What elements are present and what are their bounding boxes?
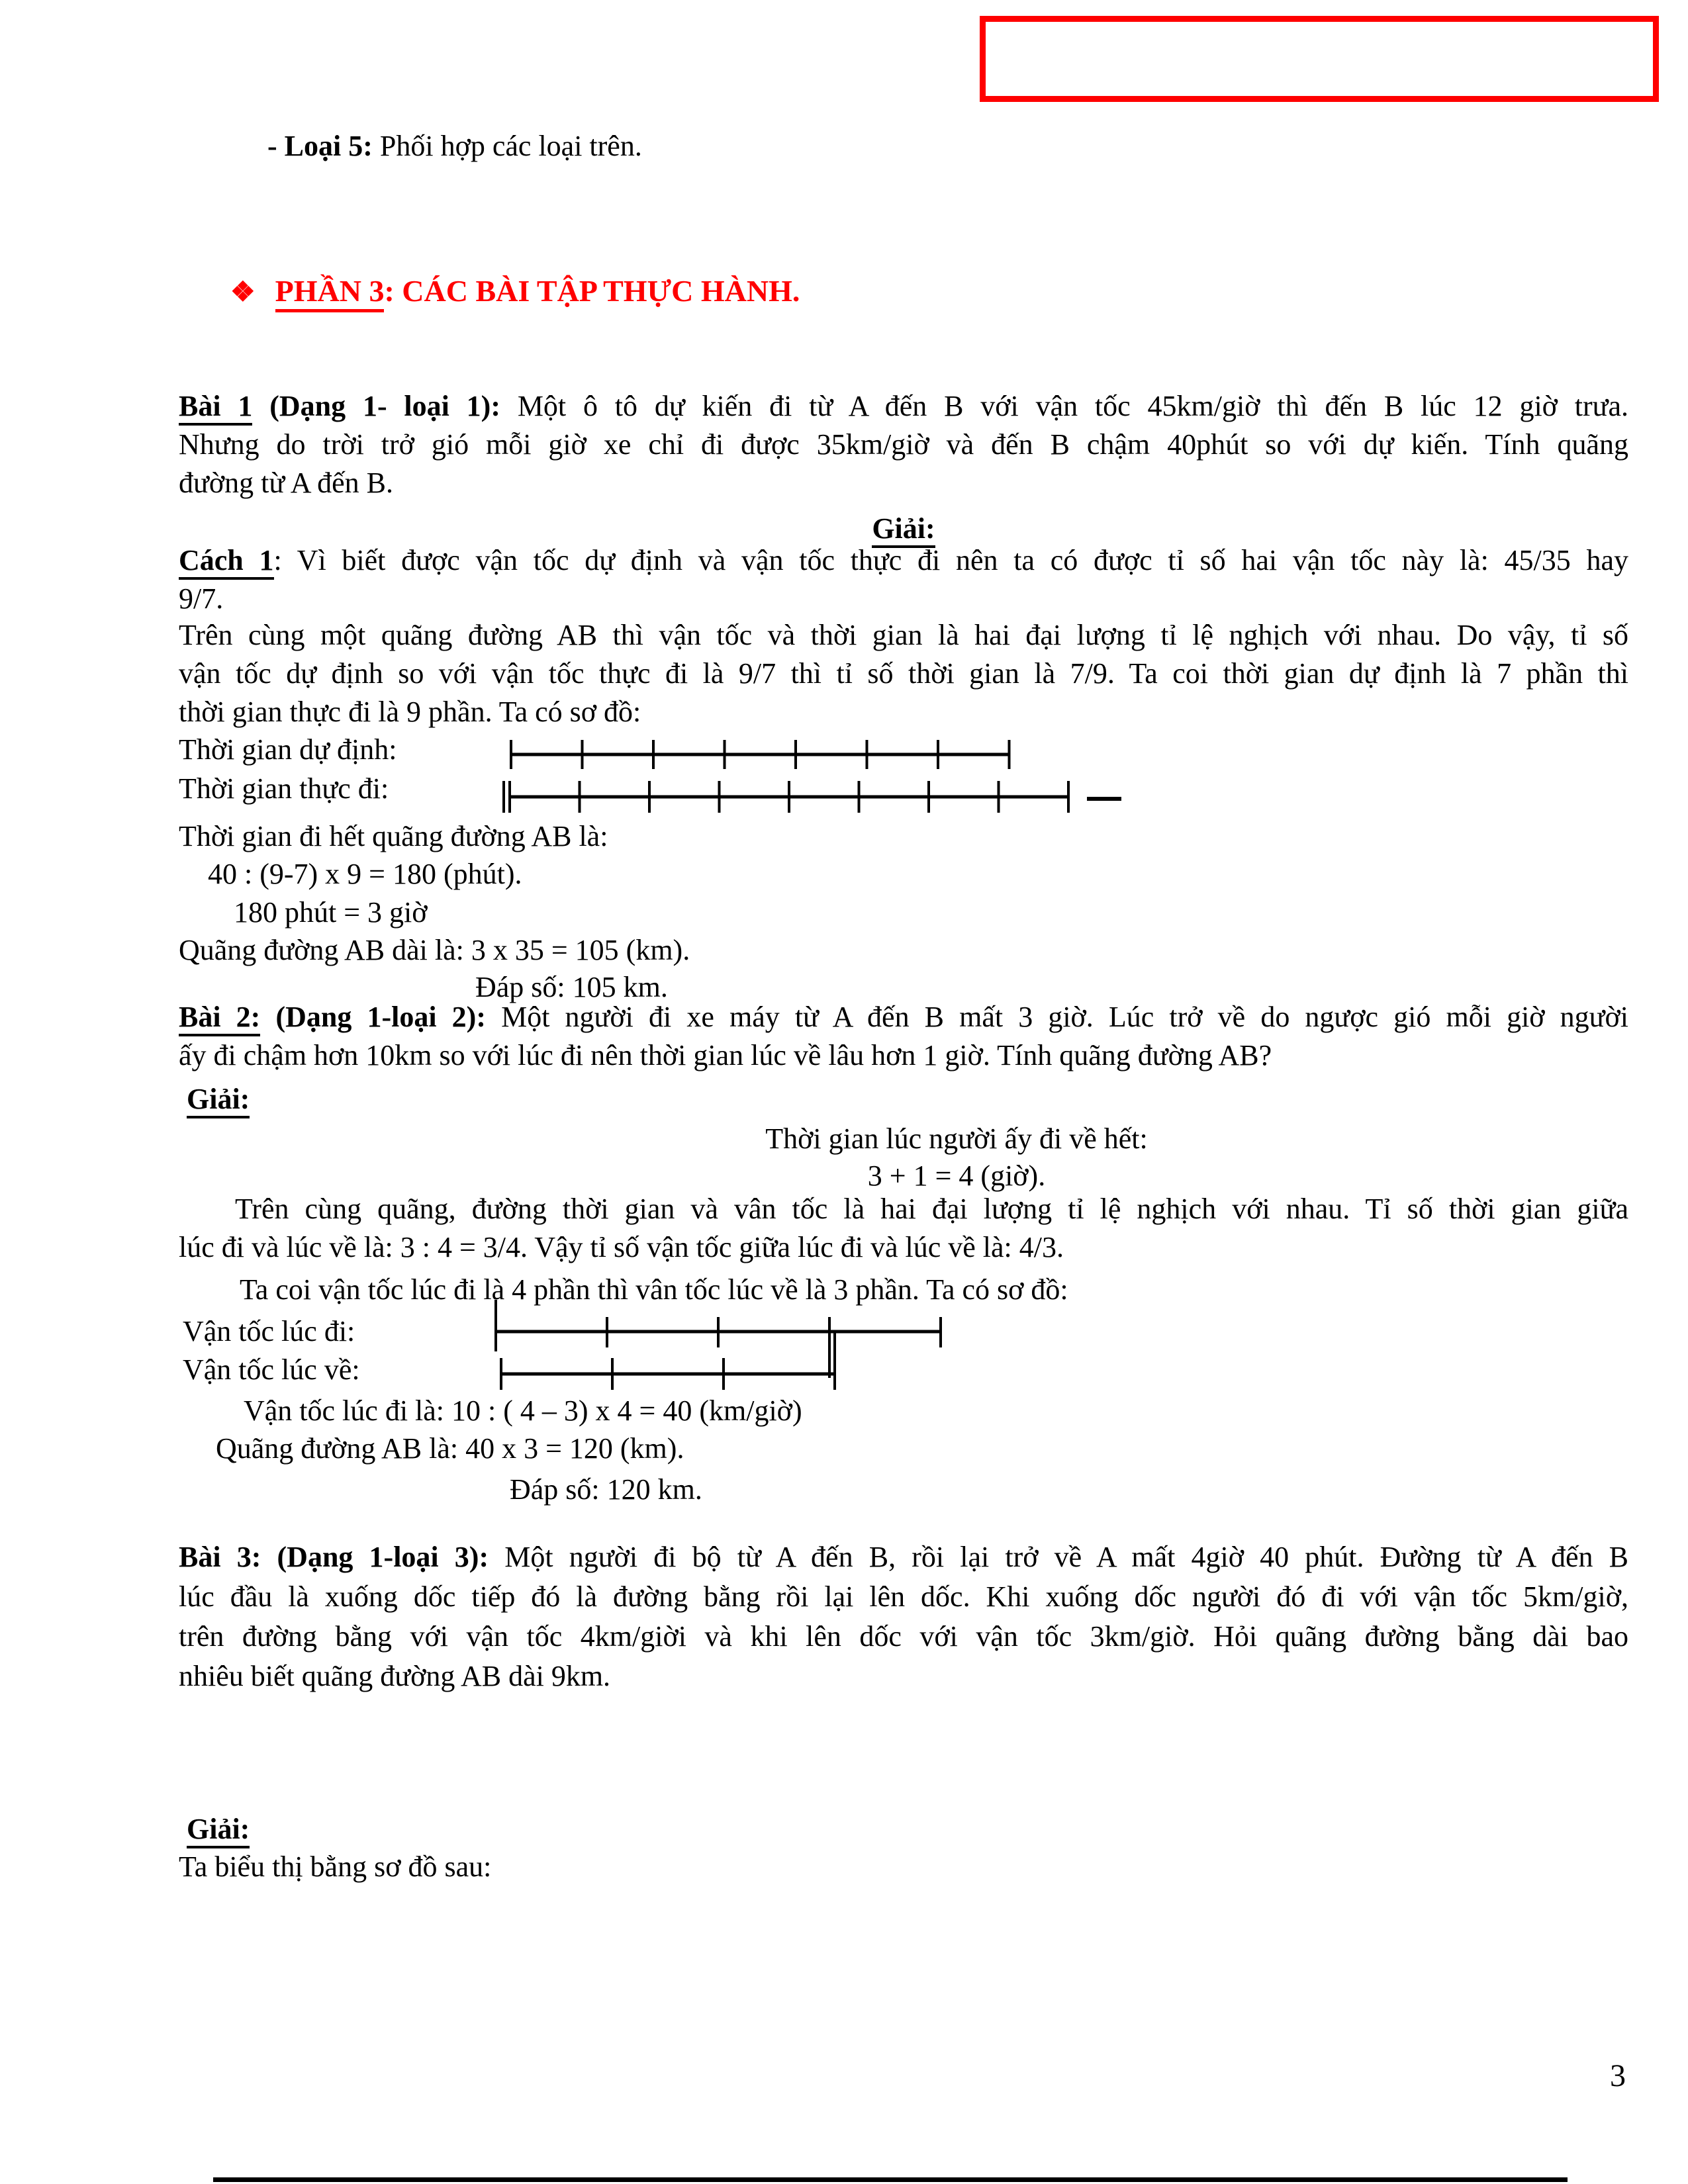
bai1-line1 xyxy=(179,387,1628,426)
cach1-text2: 9/7. xyxy=(179,582,224,615)
bai1-sol-line4 xyxy=(179,931,690,970)
bai1-text3: đường từ A đến B. xyxy=(179,467,393,499)
intro-line xyxy=(267,127,642,165)
bai3-text3: trên đường bằng với vận tốc 4km/giời và khi lên dốc với vận tốc 3km/giờ. Hỏi quãng đường bằng dài bao xyxy=(179,1620,1628,1653)
bai1-row1-label-text: Thời gian dự định: xyxy=(179,733,397,766)
bai1-sol-text4: Quãng đường AB dài là: 3 x 35 = 105 (km). xyxy=(179,934,690,966)
bai1-diagram-row2-label xyxy=(179,770,389,808)
bai2-dap-so xyxy=(510,1471,702,1509)
heading-rest: : CÁC BÀI TẬP THỰC HÀNH. xyxy=(384,274,800,308)
bai1-dap-so-text: Đáp số: 105 km. xyxy=(475,971,668,1003)
bai1-label: Bài 1 xyxy=(179,390,252,426)
bai3-statement xyxy=(179,1537,1628,1696)
bai2-sol-line2 xyxy=(216,1430,684,1468)
bai1-dang: (Dạng 1- loại 1): xyxy=(252,390,518,422)
bai3-line3 xyxy=(179,1617,1628,1657)
bai2-text2: ấy đi chậm hơn 10km so với lúc đi nên thời gian lúc về lâu hơn 1 giờ. Tính quãng đường AB? xyxy=(179,1039,1272,1071)
bai2-exp-text2: lúc đi và lúc về là: 3 : 4 = 3/4. Vậy tỉ số vận tốc giữa lúc đi và lúc về là: 4/3. xyxy=(179,1231,1064,1263)
empty-red-box xyxy=(980,16,1659,102)
bai1-text1: Một ô tô dự kiến đi từ A đến B với vận tốc 45km/giờ thì đến B lúc 12 giờ trưa. xyxy=(517,390,1628,422)
bai2-ta-coi-text: Ta coi vận tốc lúc đi là 4 phần thì vân tốc lúc về là 3 phần. Ta có sơ đồ: xyxy=(240,1273,1068,1306)
bai3-line2 xyxy=(179,1577,1628,1617)
intro-label: - Loại 5: xyxy=(267,130,373,162)
cach1-line2 xyxy=(179,580,1628,618)
bai3-label: Bài 3: (Dạng 1-loại 3): xyxy=(179,1541,505,1573)
heading-underlined: PHẦN 3 xyxy=(275,274,385,312)
bai3-ta-bieu-text: Ta biểu thị bằng sơ đồ sau: xyxy=(179,1850,492,1883)
bai3-line1 xyxy=(179,1537,1628,1577)
section-heading xyxy=(230,271,800,312)
bai2-row1-label-text: Vận tốc lúc đi: xyxy=(183,1315,355,1347)
bai2-diagram-row2-label xyxy=(183,1351,360,1389)
bai2-text1: Một người đi xe máy từ A đến B mất 3 giờ. Lúc trở về do ngược gió mỗi giờ người xyxy=(501,1001,1628,1033)
bai2-label: Bài 2: xyxy=(179,1001,260,1036)
bai2-exp-line1 xyxy=(179,1190,1628,1228)
bai2-giai-heading xyxy=(187,1080,250,1118)
bai2-diagram-row1-label xyxy=(183,1312,355,1351)
bai2-line2 xyxy=(179,1036,1628,1075)
bai1-sol-line1 xyxy=(179,817,608,856)
bai1-actual-time-bar-diagram xyxy=(503,776,1152,818)
bai1-cach1 xyxy=(179,541,1628,618)
bai1-exp-line3 xyxy=(179,693,1628,731)
bai1-sol-text2: 40 : (9-7) x 9 = 180 (phút). xyxy=(208,858,522,890)
bai1-explanation xyxy=(179,616,1628,731)
bai1-line2 xyxy=(179,426,1628,464)
bai1-exp-line2 xyxy=(179,655,1628,693)
bai3-giai-heading xyxy=(187,1810,250,1848)
bai2-explanation xyxy=(179,1190,1628,1267)
bai2-center-text2: 3 + 1 = 4 (giờ). xyxy=(867,1160,1046,1192)
intro-text: Phối hợp các loại trên. xyxy=(372,130,642,162)
bai1-statement xyxy=(179,387,1628,502)
bai3-text4: nhiêu biết quãng đường AB dài 9km. xyxy=(179,1660,611,1692)
bai1-sol-text3: 180 phút = 3 giờ xyxy=(234,896,428,929)
cach1-line1 xyxy=(179,541,1628,580)
cach1-label: Cách 1 xyxy=(179,544,274,580)
bai1-row2-label-text: Thời gian thực đi: xyxy=(179,772,389,805)
bai1-exp-text3: thời gian thực đi là 9 phần. Ta có sơ đồ: xyxy=(179,696,641,728)
bai1-line3 xyxy=(179,464,1628,502)
bai1-exp-text1: Trên cùng một quãng đường AB thì vận tốc và thời gian là hai đại lượng tỉ lệ nghịch với nhau. Do vậy, tỉ số xyxy=(179,619,1628,651)
bai3-text1: Một người đi bộ từ A đến B, rồi lại trở về A mất 4giờ 40 phút. Đường từ A đến B xyxy=(504,1541,1628,1573)
bai2-giai-label: Giải: xyxy=(187,1083,250,1118)
bai2-center-text1: Thời gian lúc người ấy đi về hết: xyxy=(765,1122,1148,1155)
bai1-sol-line3 xyxy=(234,893,428,932)
page-number: 3 xyxy=(1610,2058,1626,2093)
bai1-sol-line2 xyxy=(208,855,522,893)
bai2-dap-so-text: Đáp số: 120 km. xyxy=(510,1473,702,1506)
bai1-giai-label: Giải: xyxy=(872,512,935,548)
bai1-diagram-row1-label xyxy=(179,731,397,769)
bai3-giai-label: Giải: xyxy=(187,1813,250,1848)
diamond-bullet-icon: ❖ xyxy=(230,277,256,308)
bai2-speed-return-bar-diagram xyxy=(500,1350,844,1395)
bai2-sol-text2: Quãng đường AB là: 40 x 3 = 120 (km). xyxy=(216,1432,684,1465)
cach1-text: : Vì biết được vận tốc dự định và vận tốc thực đi nên ta có được tỉ số hai vận tốc này là: 45/35 hay xyxy=(273,544,1628,576)
bai2-exp-text1: Trên cùng quãng, đường thời gian và vân tốc là hai đại lượng tỉ lệ nghịch với nhau. Tỉ số thời gian giữa xyxy=(235,1193,1628,1225)
bai2-exp-line2 xyxy=(179,1228,1628,1267)
bai3-text2: lúc đầu là xuống dốc tiếp đó là đường bằng rồi lại lên dốc. Khi xuống dốc người đó đi với vận tốc 5km/giờ, xyxy=(179,1580,1628,1613)
bai1-exp-line1 xyxy=(179,616,1628,655)
footer-divider-line xyxy=(213,2177,1568,2182)
bai1-sol-text1: Thời gian đi hết quãng đường AB là: xyxy=(179,820,608,852)
bai1-planned-time-bar-diagram xyxy=(510,733,1033,776)
bai1-text2: Nhưng do trời trở gió mỗi giờ xe chỉ đi được 35km/giờ và đến B chậm 40phút so với dự kiến. Tính quãng xyxy=(179,428,1628,461)
bai2-line1 xyxy=(179,998,1628,1036)
bai2-ta-coi-line xyxy=(179,1271,1628,1309)
bai2-statement xyxy=(179,998,1628,1075)
bai2-dang: (Dạng 1-loại 2): xyxy=(260,1001,502,1033)
bai1-exp-text2: vận tốc dự định so với vận tốc thực đi là 9/7 thì tỉ số thời gian là 7/9. Ta coi thời gian dự định là 7 phần thì xyxy=(179,657,1628,690)
bai3-ta-bieu-line xyxy=(179,1848,491,1886)
bai2-sol-line1 xyxy=(244,1392,802,1430)
bai2-row2-label-text: Vận tốc lúc về: xyxy=(183,1353,360,1386)
bai3-line4 xyxy=(179,1657,1628,1696)
bai2-sol-text1: Vận tốc lúc đi là: 10 : ( 4 – 3) x 4 = 40 (km/giờ) xyxy=(244,1394,802,1427)
bai2-center-line1 xyxy=(232,1120,1681,1158)
